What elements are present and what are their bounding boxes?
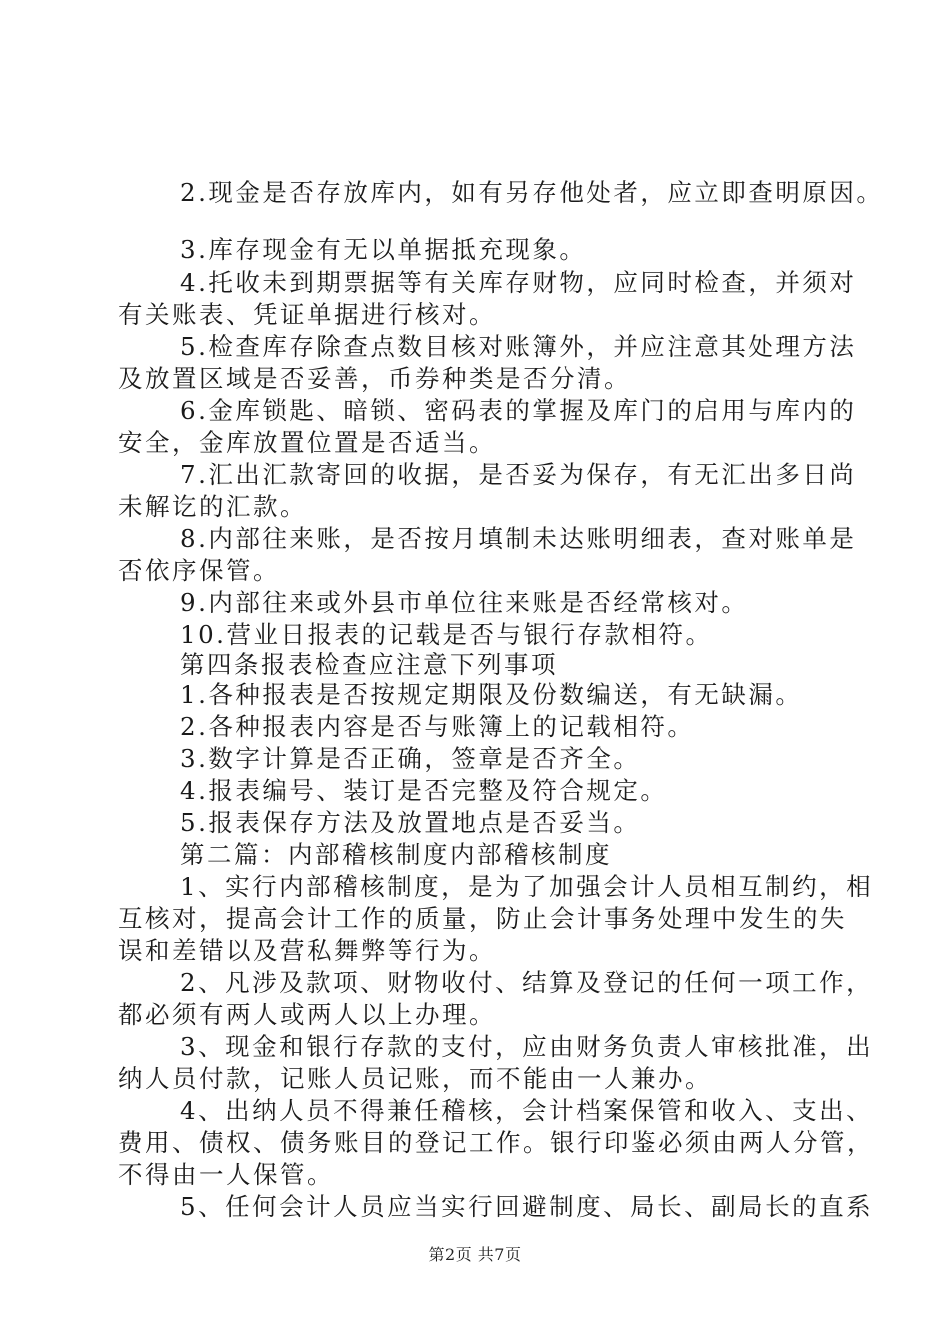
text-line: 5、任何会计人员应当实行回避制度、局长、副局长的直系 [180,1192,874,1221]
text-line: 纳人员付款，记账人员记账，而不能由一人兼办。 [118,1064,712,1093]
text-line: 4.托收未到期票据等有关库存财物，应同时检查，并须对 [180,268,857,297]
text-line: 1.各种报表是否按规定期限及份数编送，有无缺漏。 [180,680,803,709]
text-line: 1、实行内部稽核制度，是为了加强会计人员相互制约，相 [180,872,874,901]
text-line: 互核对，提高会计工作的质量，防止会计事务处理中发生的失 [118,904,847,933]
text-line: 4.报表编号、装订是否完整及符合规定。 [180,776,668,805]
text-line: 10.营业日报表的记载是否与银行存款相符。 [180,620,713,649]
text-line: 2、凡涉及款项、财物收付、结算及登记的任何一项工作， [180,968,874,997]
text-line: 安全，金库放置位置是否适当。 [118,428,496,457]
text-line: 7.汇出汇款寄回的收据，是否妥为保存，有无汇出多日尚 [180,460,857,489]
text-line: 都必须有两人或两人以上办理。 [118,1000,496,1029]
page-footer: 第2页 共7页 [428,1245,522,1264]
text-line: 费用、债权、债务账目的登记工作。银行印鉴必须由两人分管， [118,1128,874,1157]
text-line: 未解讫的汇款。 [118,492,307,521]
text-line: 误和差错以及营私舞弊等行为。 [118,936,496,965]
text-line: 3.库存现金有无以单据抵充现象。 [180,235,587,264]
text-line: 4、出纳人员不得兼任稽核，会计档案保管和收入、支出、 [180,1096,874,1125]
text-line: 有关账表、凭证单据进行核对。 [118,300,496,329]
text-line: 及放置区域是否妥善，币券种类是否分清。 [118,364,631,393]
text-line: 5.检查库存除查点数目核对账簿外，并应注意其处理方法 [180,332,857,361]
text-line: 3、现金和银行存款的支付，应由财务负责人审核批准，出 [180,1032,874,1061]
section-heading: 第四条报表检查应注意下列事项 [180,650,558,679]
text-line: 3.数字计算是否正确，签章是否齐全。 [180,744,641,773]
text-line: 8.内部往来账，是否按月填制未达账明细表，查对账单是 [180,524,857,553]
section-heading: 第二篇：内部稽核制度内部稽核制度 [180,840,612,869]
text-line: 9.内部往来或外县市单位往来账是否经常核对。 [180,588,749,617]
text-line: 2.各种报表内容是否与账簿上的记载相符。 [180,712,695,741]
text-line: 2.现金是否存放库内，如有另存他处者，应立即查明原因。 [180,178,884,207]
text-line: 5.报表保存方法及放置地点是否妥当。 [180,808,641,837]
text-line: 不得由一人保管。 [118,1160,334,1189]
text-line: 6.金库锁匙、暗锁、密码表的掌握及库门的启用与库内的 [180,396,857,425]
text-line: 否依序保管。 [118,556,280,585]
